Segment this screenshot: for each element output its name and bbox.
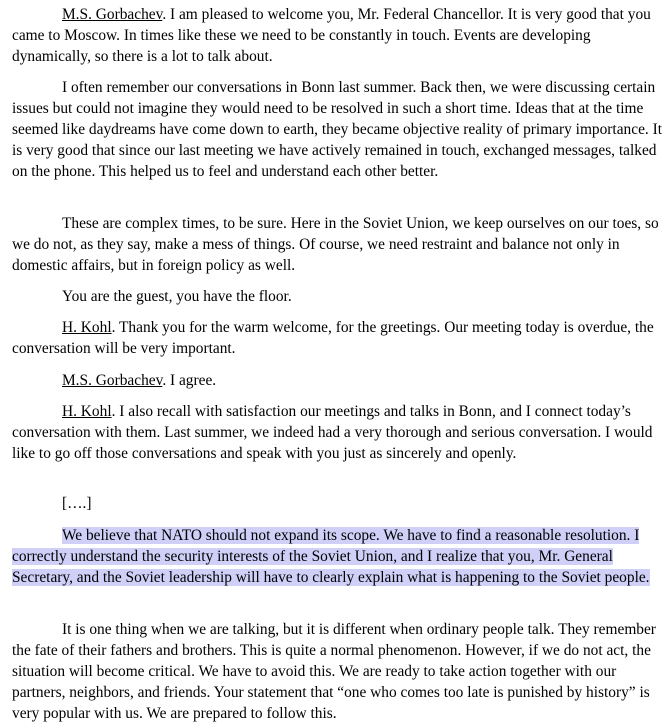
paragraph-ellipsis (12, 493, 664, 514)
paragraph-text: . I am pleased to welcome you, Mr. Federal Chancellor. It is very good that you came to Moscow. In times like these we need to be constantly in touch. Events are developing dynamically, so there is a lot to talk about. (12, 6, 651, 65)
paragraph-nato-highlighted (12, 525, 664, 588)
paragraph-text: . I agree. (162, 372, 217, 389)
speaker-name: H. Kohl (62, 403, 112, 420)
paragraph-text: These are complex times, to be sure. Here in the Soviet Union, we keep ourselves on our toes, so we do not, as they say, make a mess of things. Of course, we need restraint and balance not only in domestic affairs, but in foreign policy as well. (12, 215, 659, 274)
paragraph-gorbachev-agree (12, 370, 664, 391)
paragraph-gorbachev-welcome (12, 4, 664, 67)
paragraph-floor (12, 286, 664, 307)
speaker-name: M.S. Gorbachev (62, 372, 163, 389)
paragraph-bonn-memories (12, 77, 664, 182)
highlighted-text: We believe that NATO should not expand its scope. We have to find a reasonable resolution. I correctly understand the security interests of the Soviet Union, and I realize that you, Mr. General Secretary, and the Soviet leadership will have to clearly explain what is happening to the Soviet people. (12, 527, 650, 586)
paragraph-kohl-recall (12, 401, 664, 464)
paragraph-text: I often remember our conversations in Bonn last summer. Back then, we were discussing certain issues but could not imagine they would need to be resolved in such a short time. Ideas that at the time seemed like daydreams have come down to earth, they became objective reality of primary importance. It is very good that since our last meeting we have actively remained in touch, exchanged messages, talked on the phone. This helped us to feel and understand each other better. (12, 79, 662, 180)
paragraph-ordinary-people (12, 619, 664, 724)
speaker-name: M.S. Gorbachev (62, 6, 163, 23)
paragraph-text: You are the guest, you have the floor. (62, 288, 292, 305)
speaker-name: H. Kohl (62, 319, 112, 336)
paragraph-complex-times (12, 213, 664, 276)
paragraph-text: It is one thing when we are talking, but it is different when ordinary people talk. They remember the fate of their fathers and brothers. This is quite a normal phenomenon. However, if we do not act, the situation will become critical. We have to avoid this. We are ready to take action together with our partners, neighbors, and friends. Your statement that “one who comes too late is punished by history” is very popular with us. We are prepared to follow this. (12, 621, 656, 722)
ellipsis-marker: [….] (62, 495, 92, 512)
paragraph-text: . I also recall with satisfaction our meetings and talks in Bonn, and I connect today’s conversation with them. Last summer, we indeed had a very thorough and serious conversation. I would like to go off those conversations and speak with you just as sincerely and openly. (12, 403, 653, 462)
paragraph-text: . Thank you for the warm welcome, for the greetings. Our meeting today is overdue, the conversation will be very important. (12, 319, 654, 357)
paragraph-kohl-thanks (12, 317, 664, 359)
